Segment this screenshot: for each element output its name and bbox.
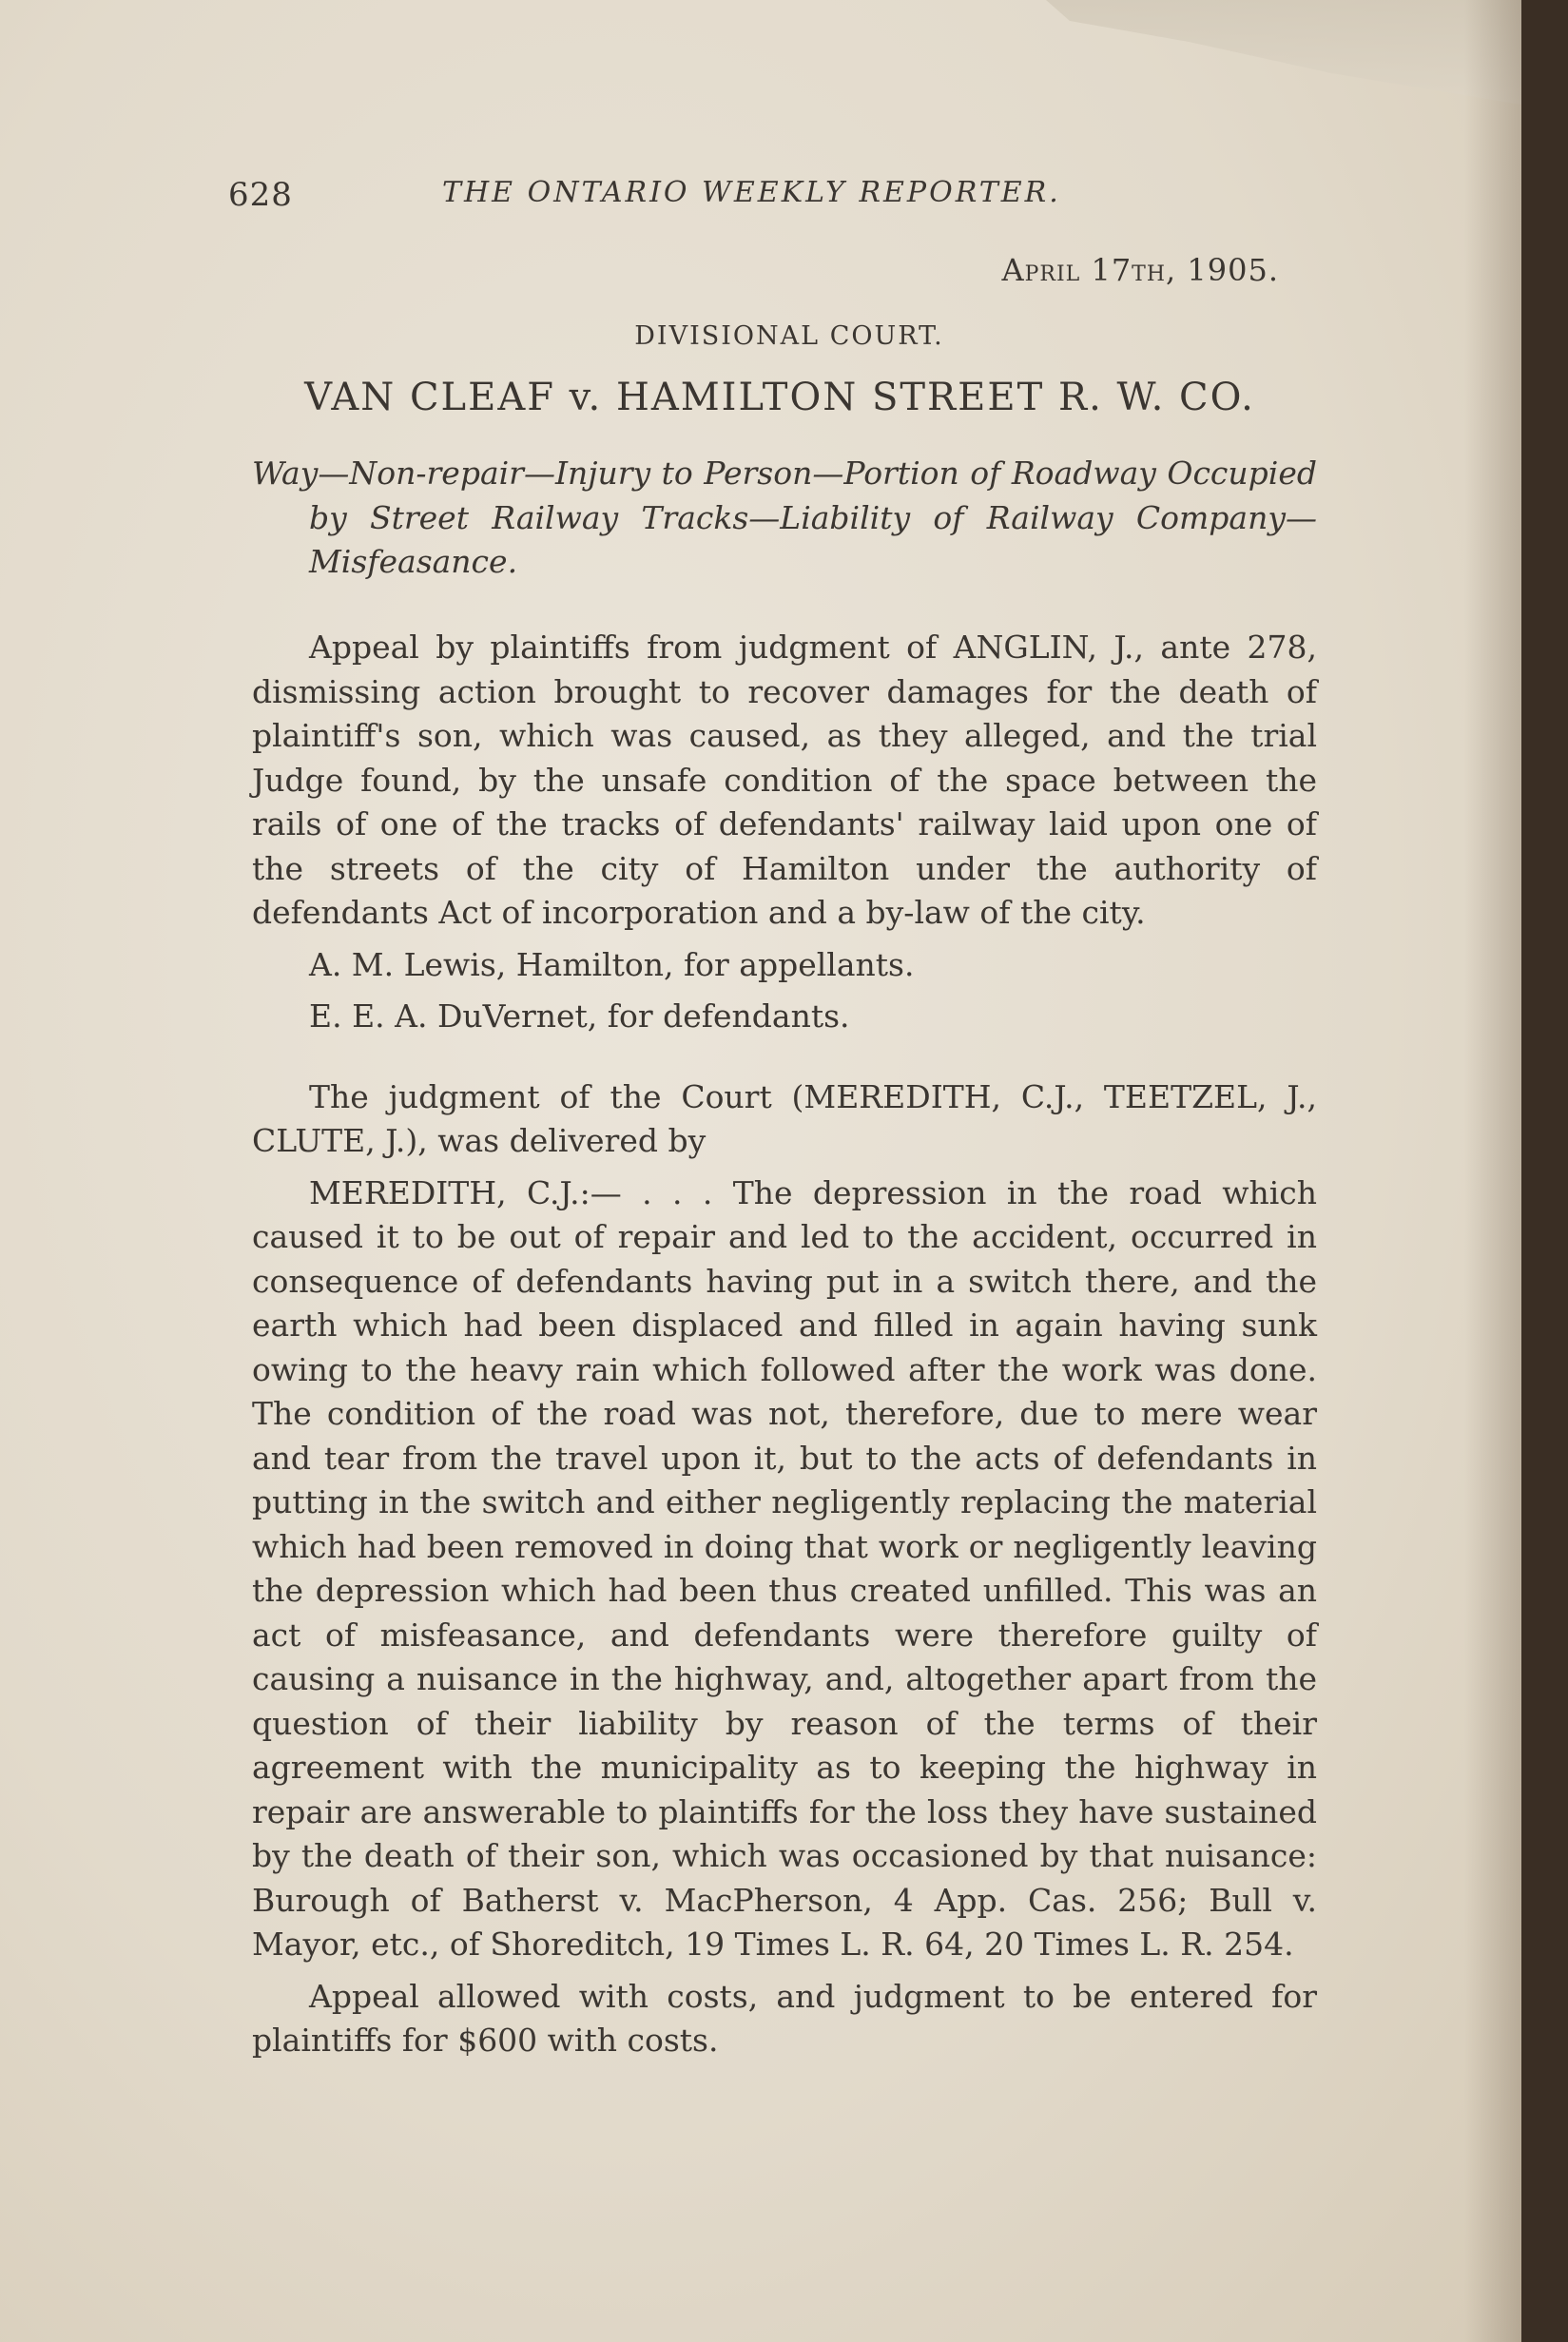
- delivery-paragraph: The judgment of the Court (MEREDITH, C.J., TEETZEL, J., CLUTE, J.), was delivered by: [252, 1077, 1317, 1159]
- decision-date: April 17th, 1905.: [1001, 252, 1279, 288]
- headnote: [252, 452, 1317, 585]
- case-title: VAN CLEAF v. HAMILTON STREET R. W. CO.: [304, 376, 1255, 419]
- opinion-body: [252, 626, 1317, 2063]
- appeal-paragraph: Appeal by plaintiffs from judgment of ANGLIN, J., ante 278, dismissing action brought to recover damages for the death of plaintiff's son, which was caused, as they alleged, and the trial Judge found, by the unsafe condition of the space between the rails of one of the tracks of defendants' railway laid upon one of the streets of the city of Hamilton under the authority of defendants Act of incorporation and a by-law of the city.: [252, 629, 1317, 931]
- headnote-text: Way—Non-repair—Injury to Person—Portion of Roadway Occupied by Street Railway Tracks—Liability of Railway Company—Misfeasance.: [252, 455, 1317, 580]
- page-number: 628: [228, 176, 293, 214]
- judgment-paragraph: MEREDITH, C.J.:— . . . The depression in the road which caused it to be out of repair and led to the accident, occurred in consequence of defendants having put in a switch there, and the earth which had been displaced and filled in again having sunk owing to the heavy rain which followed after the work was done. The condition of the road was not, therefore, due to mere wear and tear from the travel upon it, but to the acts of defendants in putting in the switch and either negligently replacing the material which had been removed in doing that work or negligently leaving the depression which had been thus created unfilled. This was an act of misfeasance, and defendants were therefore guilty of causing a nuisance in the highway, and, altogether apart from the question of their liability by reason of the terms of their agreement with the municipality as to keeping the highway in repair are answerable to plaintiffs for the loss they have sustained by the death of their son, which was occasioned by that nuisance: Burough of Batherst v. MacPherson, 4 App. Cas. 256; Bull v. Mayor, etc., of Shoreditch, 19 Times L. R. 64, 20 Times L. R. 254.: [252, 1173, 1317, 1963]
- disposition-paragraph: Appeal allowed with costs, and judgment to be entered for plaintiffs for $600 with costs.: [252, 1977, 1317, 2059]
- court-name: DIVISIONAL COURT.: [634, 321, 944, 351]
- counsel-appellants: A. M. Lewis, Hamilton, for appellants.: [309, 945, 915, 983]
- running-title: THE ONTARIO WEEKLY REPORTER.: [442, 176, 1061, 209]
- torn-corner: [1046, 0, 1521, 105]
- page-gutter-shadow: [1464, 0, 1521, 2342]
- counsel-defendants: E. E. A. DuVernet, for defendants.: [309, 997, 850, 1035]
